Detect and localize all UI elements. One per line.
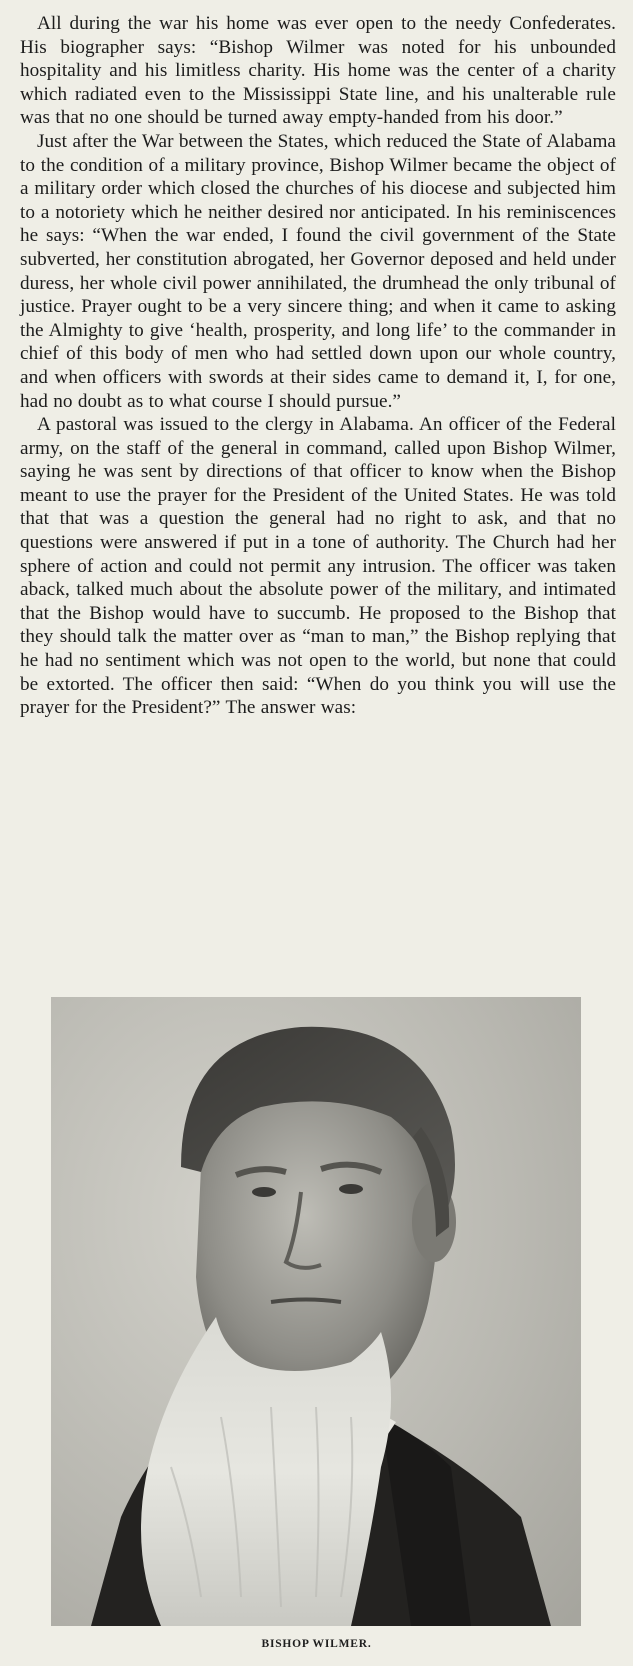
portrait-photo	[51, 997, 581, 1626]
article-body	[20, 12, 616, 720]
portrait-illustration	[51, 997, 581, 1626]
paragraph-hospitality: All during the war his home was ever open to the needy Confederates. His biographer says: “Bishop Wilmer was noted for his unbounded hospitality and his limitless charity. His home was the center of a charity which radiated even to the Mississippi State line, and his unalterable rule was that no one should be turned away empty-handed from his door.”	[20, 13, 616, 129]
paragraph-pastoral: A pastoral was issued to the clergy in Alabama. An officer of the Federal army, on the staff of the general in command, called upon Bishop Wilmer, saying he was sent by directions of that officer to know when the Bishop meant to use the prayer for the President of the United States. He was told that that was a question the general had no right to ask, and that no questions were answered if put in a tone of authority. The Church had her sphere of action and could not permit any intrusion. The officer was taken aback, talked much about the absolute power of the military, and intimated that the Bishop would have to succumb. He proposed to the Bishop that they should talk the matter over as “man to man,” the Bishop replying that he had no sentiment which was not open to the world, but none that could be extorted. The officer then said: “When do you think you will use the prayer for the President?” The answer was:	[20, 414, 616, 719]
portrait-caption: BISHOP WILMER.	[261, 1638, 372, 1650]
paragraph-military-order: Just after the War between the States, which reduced the State of Alabama to the condition of a military province, Bishop Wilmer became the object of a military order which closed the churches of his diocese and subjected him to a notoriety which he neither desired nor anticipated. In his reminiscences he says: “When the war ended, I found the civil government of the State subverted, her constitution abrogated, her Governor deposed and held under duress, her whole civil power annihilated, the drumhead the only tribunal of justice. Prayer ought to be a very sincere thing; and when it came to asking the Almighty to give ‘health, prosperity, and long life’ to the commander in chief of this body of men who had settled down upon our whole country, and when officers with swords at their sides came to demand it, I, for one, had no doubt as to what course I should pursue.”	[20, 130, 616, 412]
